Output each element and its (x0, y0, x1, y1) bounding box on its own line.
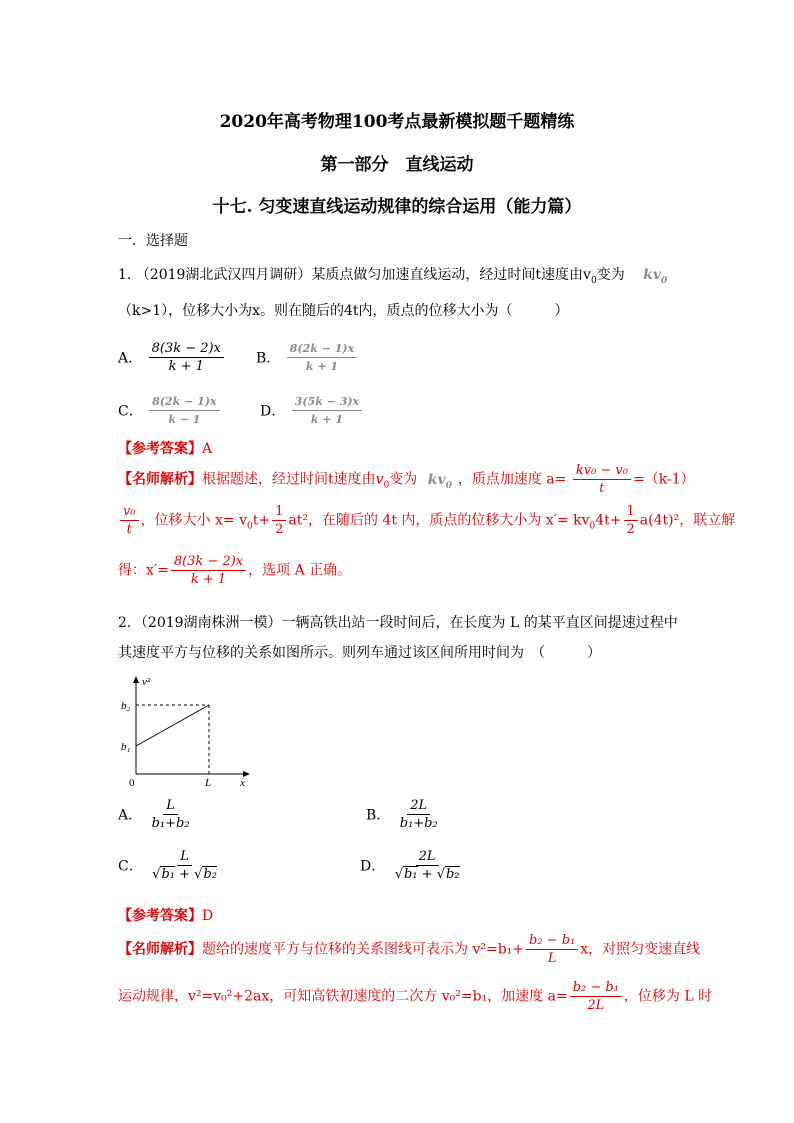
q1-analysis-line2: $\frac{\text{v₀}}{t}$ ，位移大小 $x= v_0t+$ $\frac{1}{2}$ at²，在随后的 4t 内，质点的位移大小为 $x'= kv_04t+$ $\frac{1}{2}$ a(4t)²，联立解 (118, 503, 735, 538)
q2-option-a: A． $\frac{L}{\text{b₁+b₂}}$ (118, 798, 190, 831)
kv0-image-2: $kv_0$ (427, 471, 452, 491)
graph-line (136, 705, 209, 746)
q1-analysis-line1: 【名师解析】根据题述，经过时间t速度由$v_0$变为 $kv_0$ ，质点加速度 a= $\frac{\text{kv₀ − v₀}}{t}$ =（k-1） (118, 463, 695, 496)
kv0-image: $kv_0$ (643, 267, 668, 286)
b2-label: b₂ (121, 700, 131, 712)
q1-option-d: D． $\frac{3(5k - 3)x}{k + 1}$ (260, 393, 364, 428)
q2-option-d: D． $\frac{2L}{\text{√b₁ + √b₂}}$ (360, 849, 460, 882)
q1-line1: 1. （2019湖北武汉四月调研）某质点做匀加速直线运动，经过时间t速度由$v_0$变为 $kv_0$ (118, 267, 668, 286)
chapter-title: 十七. 匀变速直线运动规律的综合运用（能力篇） (212, 197, 582, 217)
q1-option-b: B． $\frac{8(2k - 1)x}{k + 1}$ (256, 340, 359, 375)
y-axis-label: v² (142, 676, 151, 688)
q2-analysis-line1: 【名师解析】题给的速度平方与位移的关系图线可表示为 v²=b₁+ $\frac{\text{b₂ − b₁}}{L}$ x，对照匀变速直线 (118, 933, 701, 966)
origin-label: 0 (129, 777, 135, 789)
v2-x-graph (112, 672, 262, 792)
q2-answer: 【参考答案】D (118, 908, 214, 924)
q1-option-a: A． $\frac{8(3k - 2)x}{k + 1}$ (118, 340, 226, 375)
document-title: 2020年高考物理100考点最新模拟题千题精练 (219, 112, 575, 132)
q2-line1: 2．（2019湖南株洲一模）一辆高铁出站一段时间后，在长度为 L 的某平直区间提速过程中 (118, 615, 678, 631)
q1-answer: 【参考答案】A (118, 441, 213, 457)
q2-option-c: C． $\frac{L}{\text{√b₁ + √b₂}}$ (118, 849, 218, 882)
q2-analysis-line2: 运动规律，v²=v₀²+2ax，可知高铁初速度的二次方 v₀²=b₁，加速度 a= $\frac{\text{b₂ − b₁}}{2L}$ ，位移为 L 时 (118, 980, 713, 1013)
b1-label: b₁ (121, 741, 131, 753)
part-title: 第一部分 直线运动 (320, 155, 474, 175)
q1-option-c: C． $\frac{8(2k - 1)x}{k - 1}$ (118, 393, 222, 428)
q2-option-b: B． $\frac{2L}{\text{b₁+b₂}}$ (366, 798, 438, 831)
x-axis-label: x (240, 777, 245, 789)
q1-line2: （k>1），位移大小为x。则在随后的4t内，质点的位移大小为（ ） (118, 303, 569, 319)
q1-analysis-line3: 得：x′= $\frac{8(3k - 2)x}{k + 1}$ ，选项 A 正确。 (118, 554, 352, 587)
y-axis-arrow (133, 676, 139, 683)
q2-line2: 其速度平方与位移的关系如图所示。则列车通过该区间所用时间为 （ ） (118, 645, 601, 661)
section-label: 一．选择题 (118, 233, 188, 249)
L-label: L (205, 777, 212, 789)
